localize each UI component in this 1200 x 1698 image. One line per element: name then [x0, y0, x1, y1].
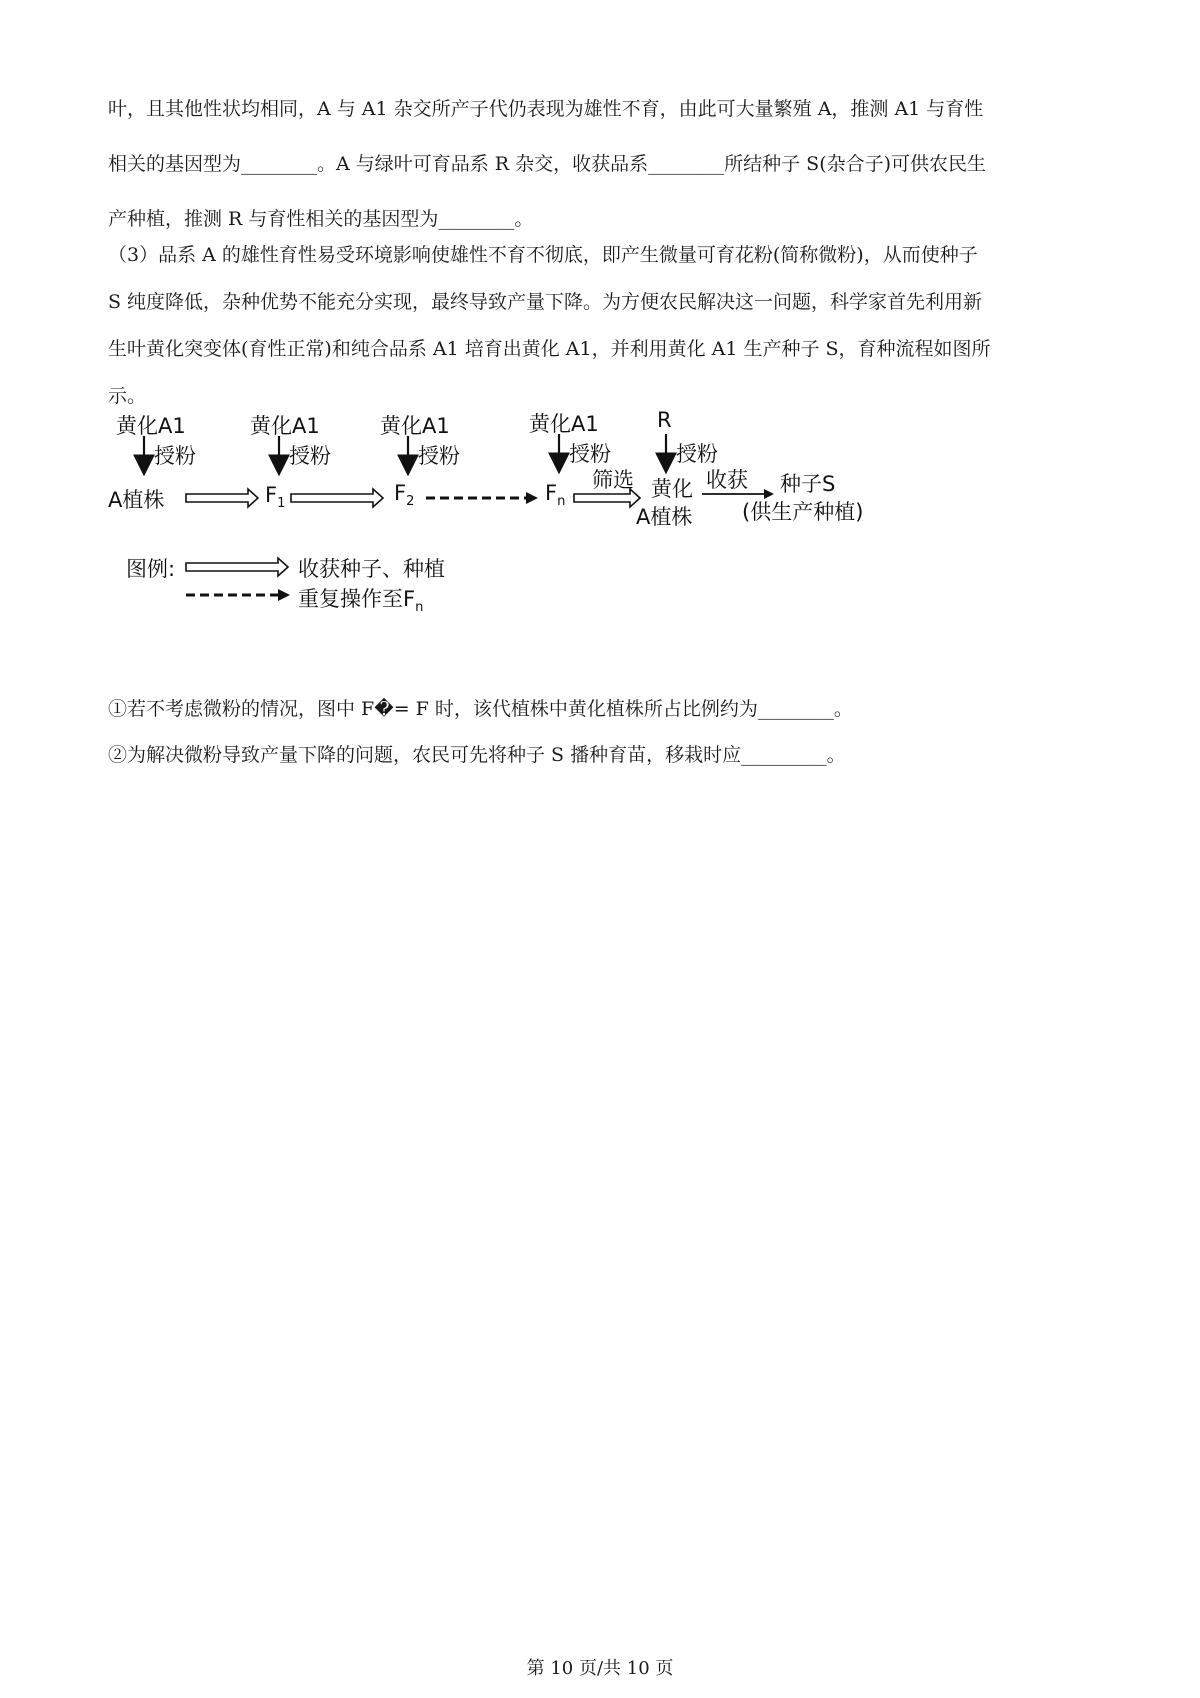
- top-label: 黄化A1: [116, 414, 186, 438]
- legend-dashed-subscript: n: [415, 600, 424, 616]
- pollinate-label: 授粉: [154, 444, 196, 468]
- paragraph-2: [108, 238, 1098, 414]
- question-text: ②为解决微粉导致产量下降的问题，农民可先将种子 S 播种育苗，移栽时应_________。: [108, 744, 846, 766]
- legend-title: 图例:: [126, 557, 176, 581]
- page-footer: 第 10 页/共 10 页: [526, 1658, 674, 1679]
- yellow-a-plant-line2: A植株: [636, 505, 693, 529]
- top-label: 黄化A1: [380, 414, 450, 438]
- yellow-a-plant-line1: 黄化: [651, 477, 693, 501]
- seed-s-note: (供生产种植): [742, 500, 864, 524]
- top-label: 黄化A1: [250, 414, 320, 438]
- legend-open-arrow: [186, 558, 288, 576]
- top-label: R: [657, 408, 672, 432]
- text-line: 示。: [108, 385, 147, 407]
- paragraph-1: [108, 92, 1098, 237]
- f-letter: F: [545, 481, 558, 505]
- question-1: [108, 692, 1098, 727]
- fn-label: [545, 481, 565, 509]
- harvest-label: 收获: [706, 468, 748, 492]
- legend-dashed-arrow-label: [298, 583, 423, 615]
- breeding-flow-diagram: [108, 408, 968, 664]
- pollinate-label: 授粉: [418, 444, 460, 468]
- f1-subscript: 1: [277, 496, 286, 512]
- pollinate-label: 授粉: [289, 444, 331, 468]
- legend-open-arrow-label: 收获种子、种植: [298, 557, 445, 581]
- text-line: 相关的基因型为________。A 与绿叶可育品系 R 杂交，收获品系________所结种子 S(杂合子)可供农民生: [108, 153, 987, 175]
- dashed-arrowhead: [526, 492, 538, 504]
- screen-label: 筛选: [592, 468, 634, 492]
- f2-subscript: 2: [406, 494, 415, 510]
- text-line: （3）品系 A 的雄性育性易受环境影响使雄性不育不彻底，即产生微量可育花粉(简称微粉)，从而使种子: [108, 244, 978, 266]
- f1-label: [265, 483, 285, 511]
- top-label: 黄化A1: [529, 412, 599, 436]
- text-line: 叶，且其他性状均相同，A 与 A1 杂交所产子代仍表现为雄性不育，由此可大量繁殖 A，推测 A1 与育性: [108, 98, 984, 120]
- open-arrow: [186, 489, 258, 507]
- seed-s-label: 种子S: [780, 472, 836, 496]
- a-plant-label: A植株: [108, 488, 165, 512]
- open-arrow: [291, 489, 383, 507]
- f-letter: F: [394, 481, 407, 505]
- diagram-arrows: [108, 428, 968, 664]
- f2-label: [394, 481, 414, 509]
- legend-dashed-text: 重复操作至F: [298, 587, 416, 611]
- pollinate-label: 授粉: [569, 442, 611, 466]
- text-line: 生叶黄化突变体(育性正常)和纯合品系 A1 培育出黄化 A1，并利用黄化 A1 生产种子 S，育种流程如图所: [108, 338, 991, 360]
- question-text: ①若不考虑微粉的情况，图中 F�= F 时，该代植株中黄化植株所占比例约为________。: [108, 698, 853, 720]
- legend-dashed-arrowhead: [278, 589, 290, 601]
- text-line: 产种植，推测 R 与育性相关的基因型为________。: [108, 208, 534, 230]
- f-letter: F: [265, 483, 278, 507]
- question-2: [108, 738, 1098, 773]
- fn-subscript: n: [557, 494, 566, 510]
- pollinate-label: 授粉: [676, 442, 718, 466]
- text-line: S 纯度降低，杂种优势不能充分实现，最终导致产量下降。为方便农民解决这一问题，科学家首先利用新: [108, 291, 983, 313]
